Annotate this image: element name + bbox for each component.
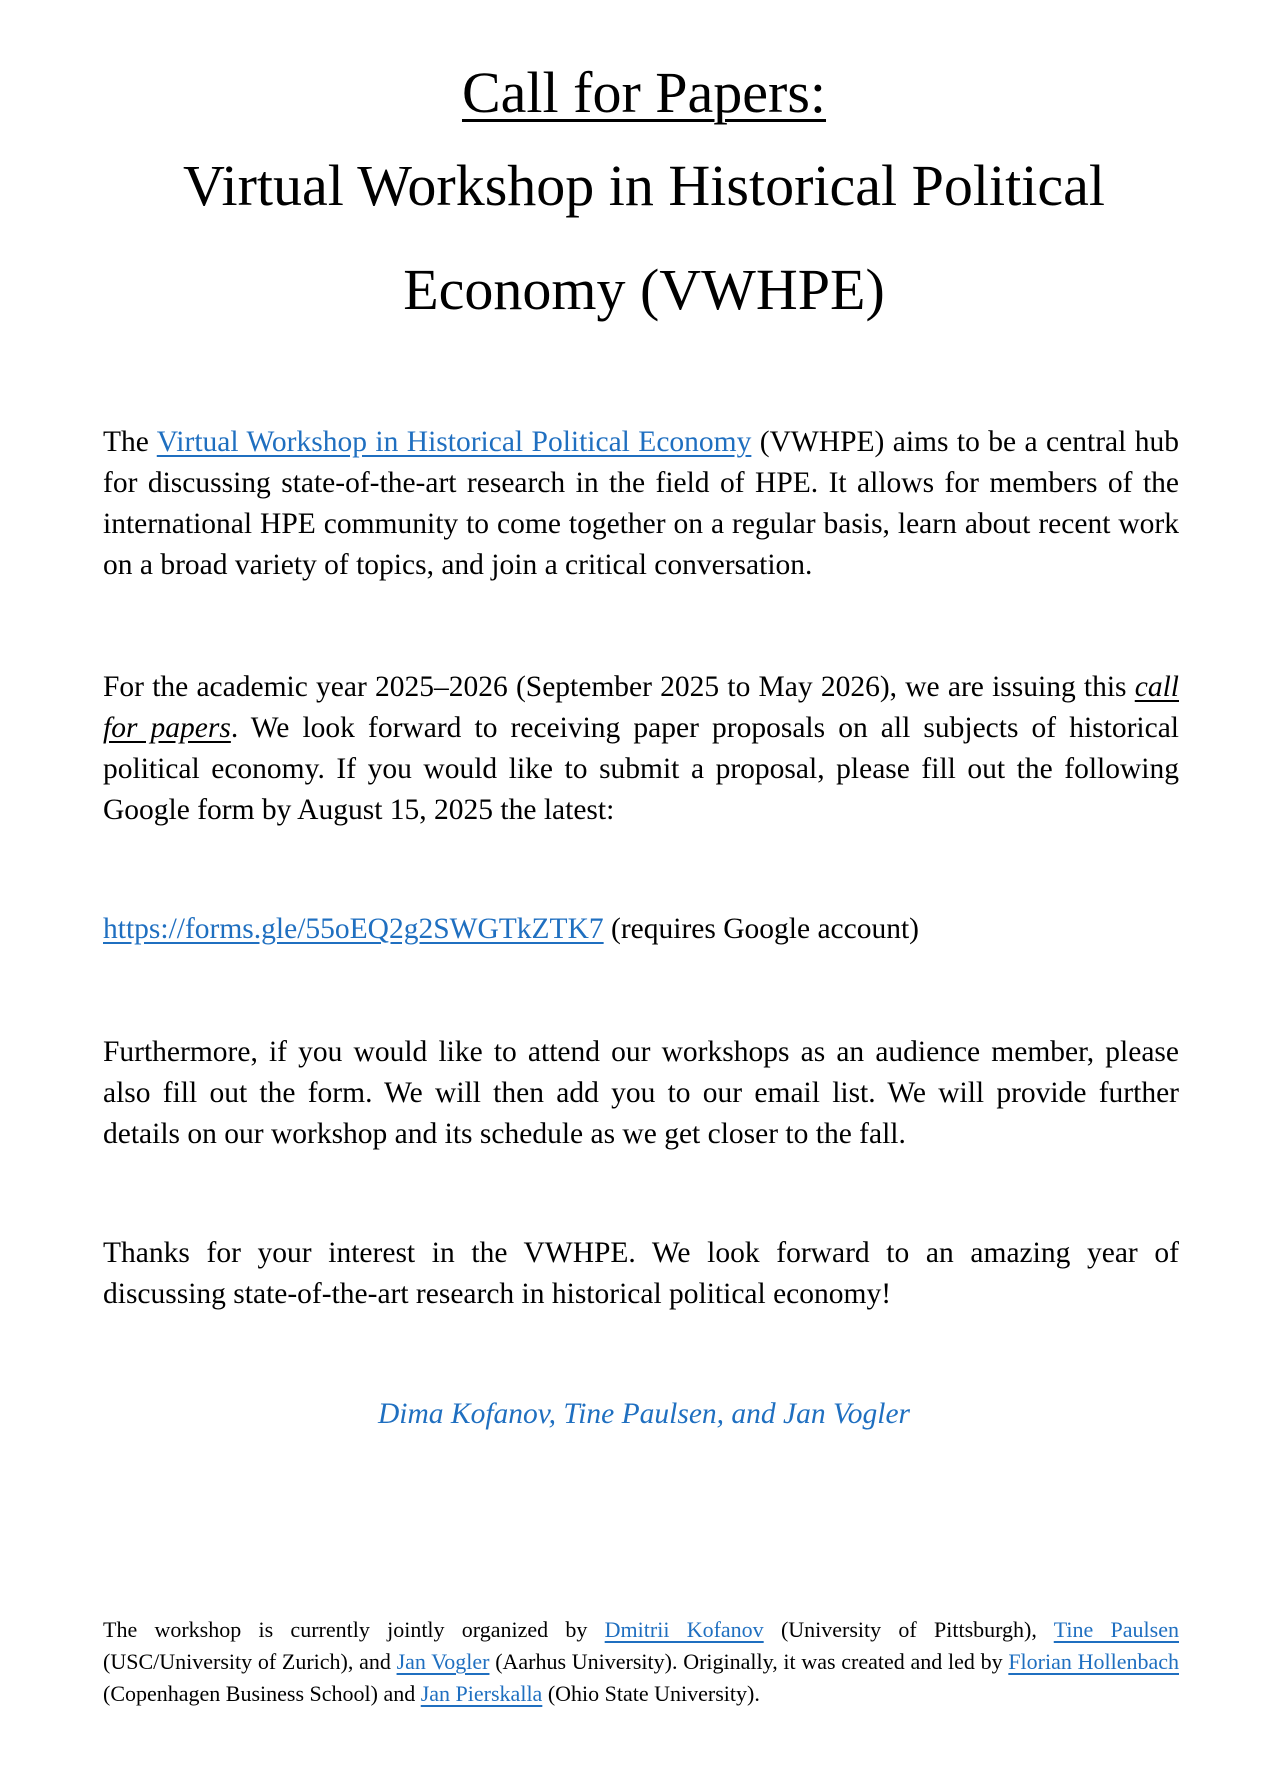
form-link-line <box>103 909 1179 950</box>
call-text-rest: . We look forward to receiving paper proposals on all subjects of historical political economy. If you would like to submit a proposal, please fill out the following Google form by August 15, 2025 the latest: <box>103 712 1179 826</box>
florian-hollenbach-link[interactable]: Florian Hollenbach <box>1008 1649 1179 1674</box>
footer-text-6: (Ohio State University). <box>542 1681 760 1706</box>
google-form-link[interactable]: https://forms.gle/55oEQ2g2SWGTkZTK7 <box>103 913 604 945</box>
call-paragraph <box>103 667 1179 831</box>
organizers-footnote <box>103 1614 1179 1710</box>
dmitrii-kofanov-link[interactable]: Dmitrii Kofanov <box>604 1617 764 1642</box>
organizer-signature: Dima Kofanov, Tine Paulsen, and Jan Vogler <box>377 1398 911 1430</box>
footer-text-1: The workshop is currently jointly organized by <box>103 1617 605 1642</box>
workshop-title: Virtual Workshop in Historical Political Economy (VWHPE) <box>183 153 1105 322</box>
vwhpe-website-link[interactable]: Virtual Workshop in Historical Political Economy <box>156 426 752 458</box>
intro-text-rest: (VWHPE) aims to be a central hub for discussing state-of-the-art research in the field of HPE. It allows for members of the international HPE community to come together on a regular basis, learn about recent work on a broad variety of topics, and join a critical conversation. <box>103 426 1179 581</box>
title-block <box>0 52 1288 342</box>
tine-paulsen-link[interactable]: Tine Paulsen <box>1053 1617 1179 1642</box>
call-for-papers-heading: Call for Papers: <box>461 60 827 125</box>
intro-text-start: The <box>103 426 157 458</box>
call-for-papers-emphasis: call for papers <box>103 671 1179 744</box>
footer-text-4: (Aarhus University). Originally, it was created and led by <box>489 1649 1009 1674</box>
jan-pierskalla-link[interactable]: Jan Pierskalla <box>420 1681 543 1706</box>
intro-paragraph <box>103 422 1179 586</box>
thanks-paragraph: Thanks for your interest in the VWHPE. We look forward to an amazing year of discussing state-of-the-art research in historical political economy! <box>103 1237 1179 1310</box>
jan-vogler-link[interactable]: Jan Vogler <box>396 1649 490 1674</box>
footer-text-5: (Copenhagen Business School) and <box>103 1681 421 1706</box>
call-text-start: For the academic year 2025–2026 (September 2025 to May 2026), we are issuing this <box>103 671 1135 703</box>
footer-text-3: (USC/University of Zurich), and <box>103 1649 397 1674</box>
audience-paragraph: Furthermore, if you would like to attend our workshops as an audience member, please also fill out the form. We will then add you to our email list. We will provide further details on our workshop and its schedule as we get closer to the fall. <box>103 1036 1179 1150</box>
footer-text-2: (University of Pittsburgh), <box>763 1617 1054 1642</box>
google-account-note: (requires Google account) <box>603 913 919 945</box>
